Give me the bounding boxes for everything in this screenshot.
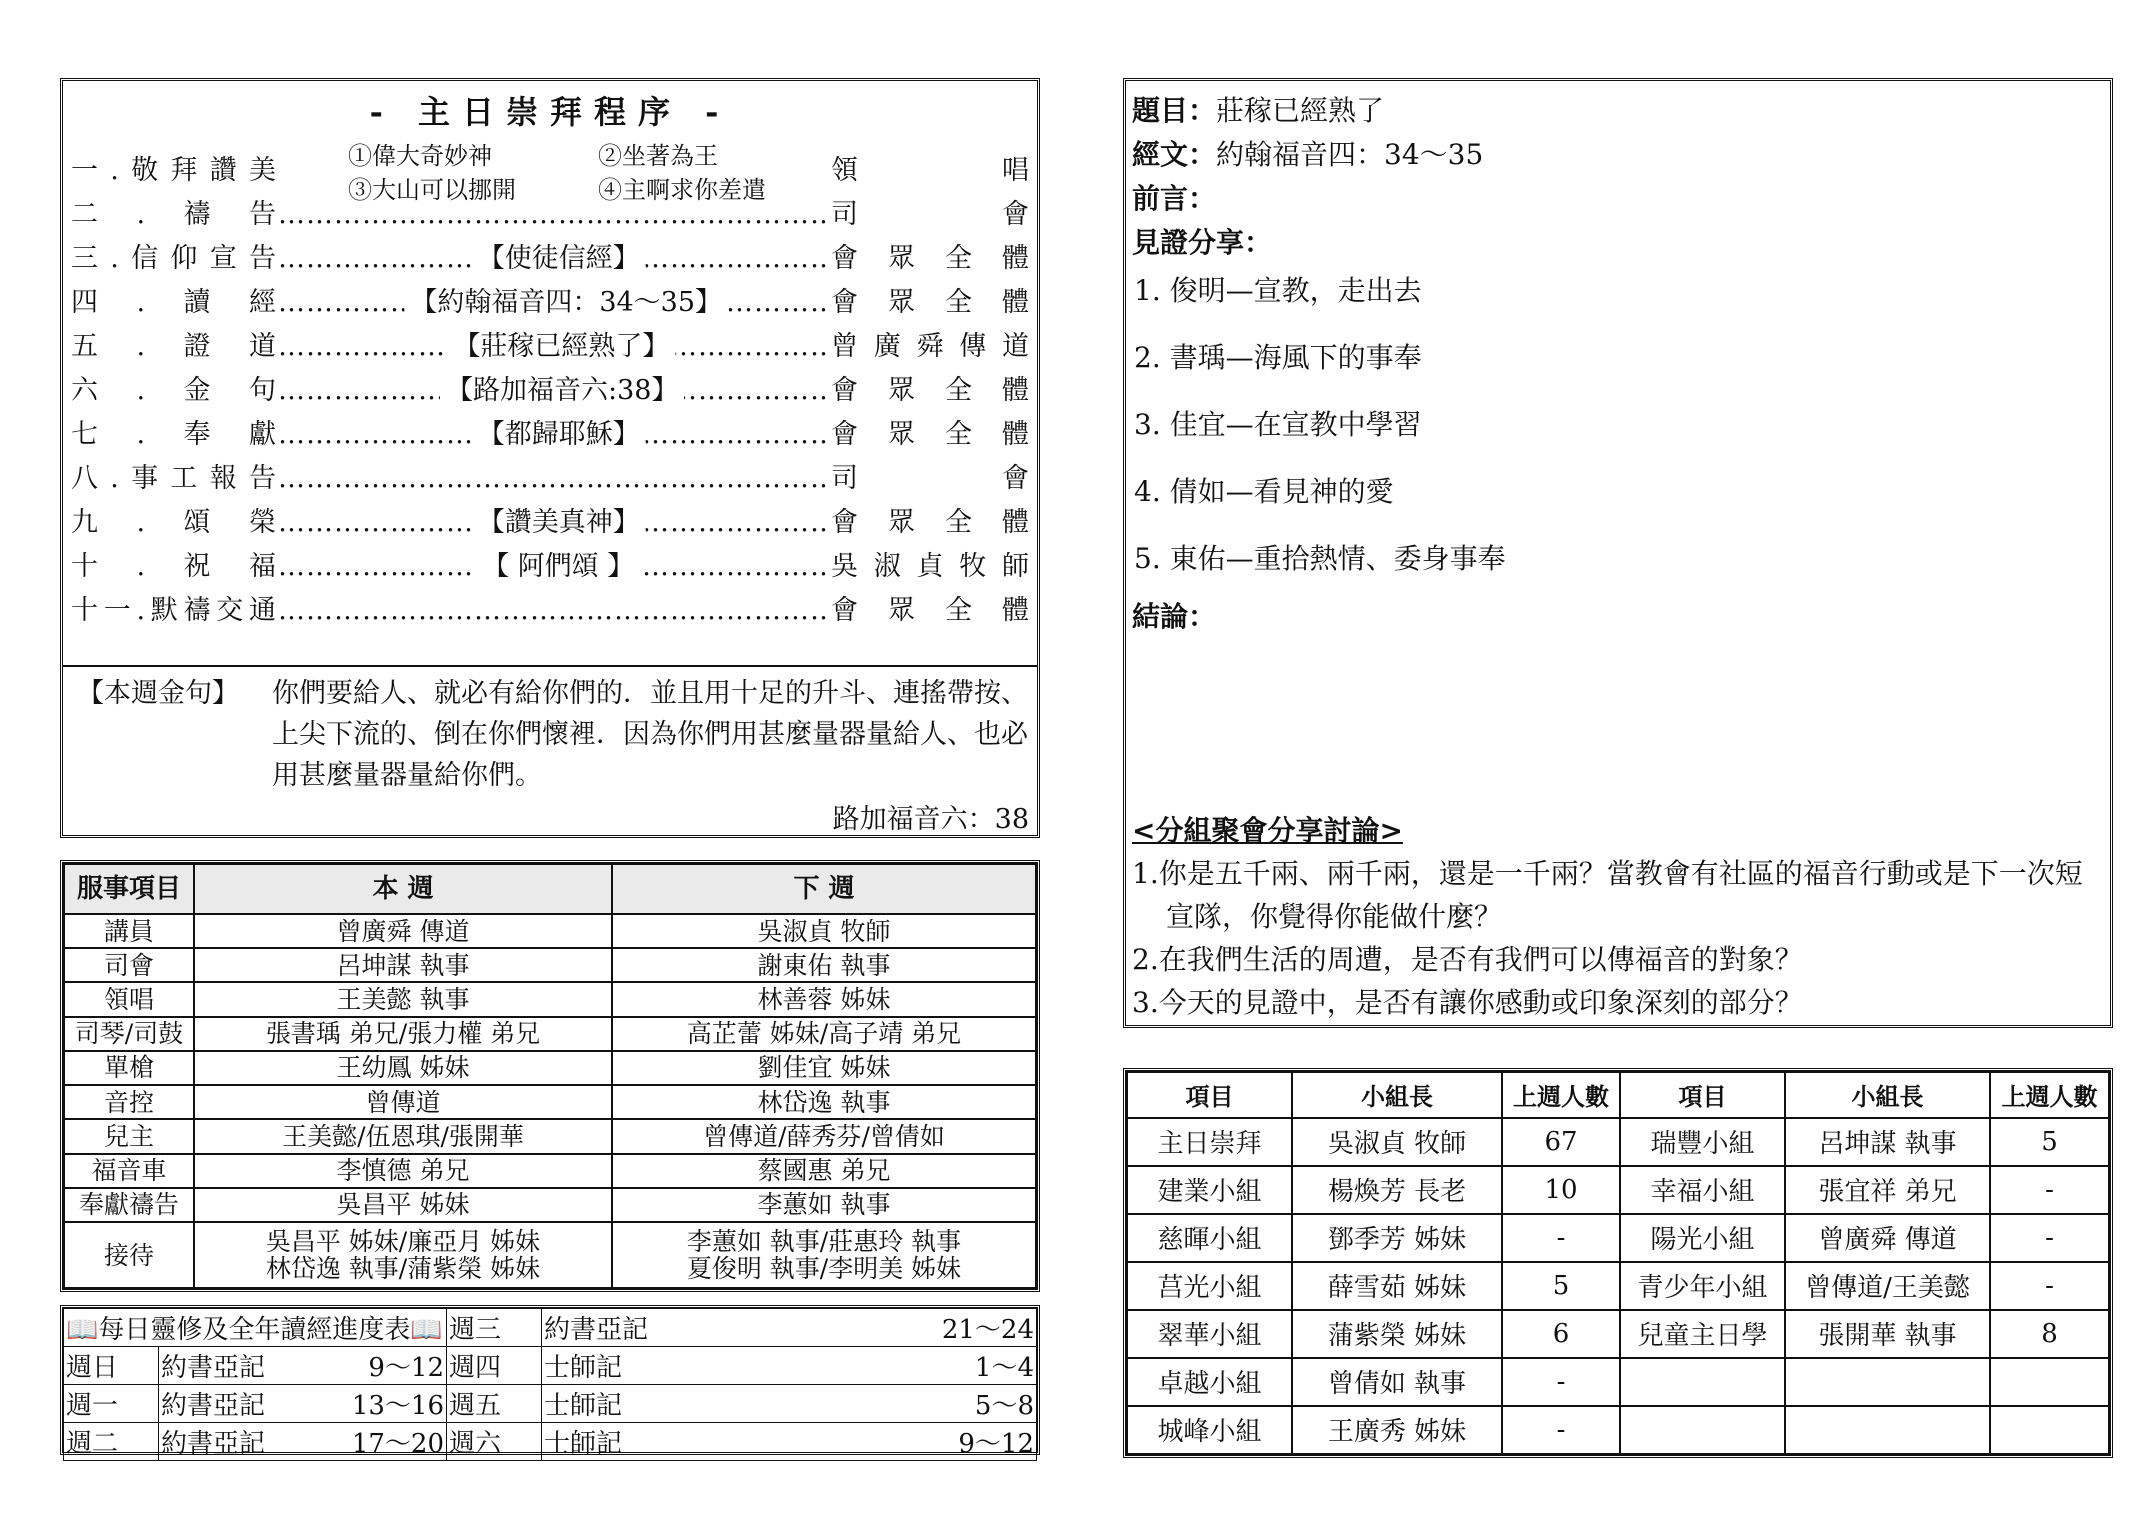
reading-book: 約書亞記: [161, 1353, 266, 1383]
testimony-item: 5. 東佑—重拾熱情、委身事奉: [1134, 542, 1506, 575]
service-roster-panel: [60, 860, 1040, 1292]
table-row: [64, 1051, 1036, 1085]
program-item-label: 十.祝福: [71, 551, 276, 582]
attendance: -: [1502, 1406, 1620, 1454]
program-row: [71, 193, 1029, 237]
program-row: [71, 501, 1029, 545]
attendance: -: [1990, 1214, 2109, 1262]
group-leader: 王廣秀 姊妹: [1292, 1406, 1502, 1454]
discussion-question: 1.你是五千兩、兩千兩，還是一千兩？當教會有社區的福音行動或是下一次短宣隊，你覺得你能做什麼？: [1132, 857, 2083, 933]
program-row: [71, 325, 1029, 369]
discussion-question: 2.在我們生活的周遭，是否有我們可以傳福音的對象？: [1132, 943, 1803, 976]
reading-day: 週六: [447, 1423, 542, 1461]
reading-plan-table: [63, 1308, 1037, 1461]
program-item-title: 【路加福音六:38】: [440, 369, 684, 413]
column-header: 項目: [1620, 1072, 1785, 1118]
program-item-label: 十一.默禱交通: [71, 595, 276, 626]
leader-dots: [278, 193, 829, 237]
testimony-item: 3. 佳宜—在宣教中學習: [1134, 408, 1422, 441]
program-item-person: 會眾全體: [831, 287, 1029, 318]
reading-passage: [542, 1385, 1037, 1423]
program-item-person: 會眾全體: [831, 595, 1029, 626]
testimony-label: 見證分享：: [1132, 226, 1273, 259]
program-item-label: 七.奉獻: [71, 419, 276, 450]
program-item-label: 六.金句: [71, 375, 276, 406]
this-week-cell: 李慎德 弟兄: [194, 1154, 612, 1188]
next-week-cell: 謝東佑 執事: [612, 948, 1036, 982]
program-item-title: 【都歸耶穌】: [472, 413, 646, 457]
reading-passage: [542, 1423, 1037, 1461]
reading-book: 約書亞記: [544, 1315, 649, 1345]
attendance: [1990, 1358, 2109, 1406]
table-header-row: [1127, 1072, 2109, 1118]
scripture-label: 經文：: [1132, 138, 1217, 171]
reading-passage: [159, 1347, 447, 1385]
table-header-row: [64, 864, 1036, 914]
group-leader: 張宜祥 弟兄: [1785, 1166, 1990, 1214]
program-item-person: 會眾全體: [831, 375, 1029, 406]
attendance: 67: [1502, 1118, 1620, 1166]
sermon-title-line: [1132, 91, 1384, 131]
discussion-question: 3.今天的見證中，是否有讓你感動或印象深刻的部分？: [1132, 986, 1803, 1019]
sermon-notes-panel: [1123, 78, 2113, 1028]
table-row: [64, 1085, 1036, 1119]
this-week-cell: 王幼鳳 姊妹: [194, 1051, 612, 1085]
hymn-item: ①偉大奇妙神: [348, 142, 492, 170]
next-week-cell: 林善蓉 姊妹: [612, 982, 1036, 1016]
order-of-service-panel: [60, 78, 1040, 838]
role-cell: 領唱: [64, 982, 194, 1016]
program-item-person: 會眾全體: [831, 243, 1029, 274]
group-leader: 蒲紫榮 姊妹: [1292, 1310, 1502, 1358]
program-row: [71, 457, 1029, 501]
program-row: [71, 149, 1029, 193]
program-item-title: 【莊稼已經熟了】: [447, 325, 675, 369]
program-item-title: 【 阿們頌 】: [476, 545, 640, 589]
testimony-item: 4. 倩如—看見神的愛: [1134, 475, 1394, 508]
table-row: [64, 1119, 1036, 1153]
column-header: 下 週: [612, 864, 1036, 914]
reading-day: 週一: [64, 1385, 159, 1423]
program-row: [71, 545, 1029, 589]
discussion-section: [1132, 809, 2104, 1024]
reading-day: 週日: [64, 1347, 159, 1385]
program-row: [71, 281, 1029, 325]
reading-plan-panel: [60, 1305, 1040, 1459]
table-row: [64, 1017, 1036, 1051]
group-name: [1620, 1358, 1785, 1406]
attendance: 6: [1502, 1310, 1620, 1358]
next-week-cell: 蔡國惠 弟兄: [612, 1154, 1036, 1188]
table-row: [64, 1154, 1036, 1188]
table-row: [1127, 1262, 2109, 1310]
group-name: 建業小組: [1127, 1166, 1292, 1214]
program-row: [71, 413, 1029, 457]
group-name: 慈暉小組: [1127, 1214, 1292, 1262]
this-week-cell: 張書瑀 弟兄/張力權 弟兄: [194, 1017, 612, 1051]
leader-dots: [278, 457, 829, 501]
attendance: 5: [1990, 1118, 2109, 1166]
attendance: 10: [1502, 1166, 1620, 1214]
testimony-heading: [1132, 223, 1272, 263]
column-header: 項目: [1127, 1072, 1292, 1118]
reading-plan-title: 📖每日靈修及全年讀經進度表📖: [64, 1309, 447, 1347]
reading-day: 週五: [447, 1385, 542, 1423]
reading-passage: [542, 1347, 1037, 1385]
next-week-cell: 高芷蕾 姊妹/高子靖 弟兄: [612, 1017, 1036, 1051]
conclusion-line: [1132, 597, 1216, 637]
program-item-person: 司會: [831, 463, 1029, 494]
golden-verse-label: 【本週金句】: [77, 678, 239, 709]
role-cell: 司琴/司鼓: [64, 1017, 194, 1051]
program-item-label: 一.敬拜讚美: [71, 155, 276, 186]
this-week-cell: 曾傳道: [194, 1085, 612, 1119]
program-item-label: 二.禱告: [71, 199, 276, 230]
program-row: [71, 589, 1029, 633]
table-row: [64, 1222, 1036, 1288]
attendance: -: [1990, 1166, 2109, 1214]
reading-book: 士師記: [544, 1391, 623, 1421]
column-header: 上週人數: [1502, 1072, 1620, 1118]
reading-range: 9～12: [958, 1429, 1034, 1459]
reading-day: 週四: [447, 1347, 542, 1385]
reading-day: 週二: [64, 1423, 159, 1461]
intro-line: [1132, 179, 1216, 219]
small-groups-table: [1126, 1071, 2110, 1455]
service-roster-table: [63, 863, 1037, 1289]
this-week-cell: 吳昌平 姊妹: [194, 1188, 612, 1222]
next-week-cell: 劉佳宜 姊妹: [612, 1051, 1036, 1085]
role-cell: 司會: [64, 948, 194, 982]
role-cell: 兒主: [64, 1119, 194, 1153]
conclusion-label: 結論：: [1132, 600, 1217, 633]
group-name: [1620, 1406, 1785, 1454]
this-week-cell: 王美懿/伍恩琪/張開華: [194, 1119, 612, 1153]
role-cell: 接待: [64, 1222, 194, 1288]
program-item-person: 司會: [831, 199, 1029, 230]
program-item-label: 四.讀經: [71, 287, 276, 318]
divider: [63, 665, 1037, 667]
group-name: 卓越小組: [1127, 1358, 1292, 1406]
next-week-cell: 曾傳道/薛秀芬/曾倩如: [612, 1119, 1036, 1153]
reading-passage: [159, 1423, 447, 1461]
reading-book: 約書亞記: [161, 1391, 266, 1421]
discussion-header: <分組聚會分享討論>: [1132, 814, 1403, 847]
reading-range: 17～20: [351, 1429, 444, 1459]
column-header: 服事項目: [64, 864, 194, 914]
next-week-cell: 林岱逸 執事: [612, 1085, 1036, 1119]
reading-range: 5～8: [974, 1391, 1034, 1421]
group-leader: [1785, 1406, 1990, 1454]
table-row: [64, 1347, 1037, 1385]
reading-range: 21～24: [941, 1315, 1034, 1345]
column-header: 上週人數: [1990, 1072, 2109, 1118]
table-row: [64, 1309, 1037, 1347]
program-row: [71, 369, 1029, 413]
sermon-title: 莊稼已經熟了: [1216, 94, 1385, 127]
column-header: 小組長: [1785, 1072, 1990, 1118]
reading-passage: [159, 1385, 447, 1423]
role-cell: 奉獻禱告: [64, 1188, 194, 1222]
program-title: - 主日崇拜程序 -: [369, 93, 731, 131]
group-name: 青少年小組: [1620, 1262, 1785, 1310]
intro-label: 前言：: [1132, 182, 1217, 215]
program-item-title: 【約翰福音四：34～35】: [404, 281, 728, 325]
attendance: -: [1502, 1214, 1620, 1262]
next-week-cell: 吳淑貞 牧師: [612, 914, 1036, 948]
group-name: 幸福小組: [1620, 1166, 1785, 1214]
program-item-label: 九.頌榮: [71, 507, 276, 538]
golden-verse-text: 你們要給人、就必有給你們的．並且用十足的升斗、連搖帶按、上尖下流的、倒在你們懷裡．因為你們用甚麼量器量給人、也必用甚麼量器量給你們。: [272, 678, 1028, 791]
table-row: [1127, 1310, 2109, 1358]
role-cell: 福音車: [64, 1154, 194, 1188]
hymn-item: ②坐著為王: [598, 142, 718, 170]
column-header: 小組長: [1292, 1072, 1502, 1118]
program-item-title: 【使徒信經】: [472, 237, 646, 281]
group-leader: [1785, 1358, 1990, 1406]
reading-day: [447, 1309, 542, 1347]
scripture-line: [1132, 135, 1483, 175]
group-leader: 吳淑貞 牧師: [1292, 1118, 1502, 1166]
role-cell: 講員: [64, 914, 194, 948]
group-name: 莒光小組: [1127, 1262, 1292, 1310]
table-row: [64, 1188, 1036, 1222]
group-leader: 曾倩如 執事: [1292, 1358, 1502, 1406]
attendance: 8: [1990, 1310, 2109, 1358]
group-name: 陽光小組: [1620, 1214, 1785, 1262]
hymn-item: ③大山可以挪開: [348, 176, 516, 204]
group-leader: 鄧季芳 姊妹: [1292, 1214, 1502, 1262]
group-leader: 張開華 執事: [1785, 1310, 1990, 1358]
leader-dots: [278, 589, 829, 633]
reading-day-text: 週三: [449, 1315, 502, 1345]
program-item-person: 領唱: [831, 155, 1029, 186]
group-name: 翠華小組: [1127, 1310, 1292, 1358]
reading-passage: [542, 1309, 1037, 1347]
program-item-person: 吳淑貞牧師: [831, 551, 1029, 582]
group-name: 瑞豐小組: [1620, 1118, 1785, 1166]
role-cell: 單槍: [64, 1051, 194, 1085]
table-row: [1127, 1166, 2109, 1214]
reading-range: 13～16: [351, 1391, 444, 1421]
program-item-label: 八.事工報告: [71, 463, 276, 494]
program-item-person: 會眾全體: [831, 419, 1029, 450]
testimony-item: 1. 俊明—宣教，走出去: [1134, 274, 1422, 307]
program-row: [71, 237, 1029, 281]
table-row: [1127, 1406, 2109, 1454]
group-name: 兒童主日學: [1620, 1310, 1785, 1358]
small-groups-panel: [1123, 1068, 2113, 1458]
attendance: [1990, 1406, 2109, 1454]
table-row: [64, 948, 1036, 982]
group-leader: 曾傳道/王美懿: [1785, 1262, 1990, 1310]
this-week-cell: 王美懿 執事: [194, 982, 612, 1016]
reading-range: 1～4: [974, 1353, 1034, 1383]
group-leader: 薛雪茹 姊妹: [1292, 1262, 1502, 1310]
table-row: [1127, 1118, 2109, 1166]
group-leader: 呂坤謀 執事: [1785, 1118, 1990, 1166]
hymn-item: ④主啊求你差遣: [598, 176, 766, 204]
table-row: [64, 1385, 1037, 1423]
table-row: [1127, 1358, 2109, 1406]
reading-range: 9～12: [368, 1353, 444, 1383]
this-week-cell: 呂坤謀 執事: [194, 948, 612, 982]
golden-verse-reference: 路加福音六：38: [832, 804, 1029, 835]
reading-book: 約書亞記: [161, 1429, 266, 1459]
group-name: 主日崇拜: [1127, 1118, 1292, 1166]
this-week-cell: 吳昌平 姊妹/廉亞月 姊妹 林岱逸 執事/蒲紫榮 姊妹: [194, 1222, 612, 1288]
this-week-cell: 曾廣舜 傳道: [194, 914, 612, 948]
table-row: [64, 982, 1036, 1016]
scripture-text: 約翰福音四：34～35: [1216, 138, 1484, 171]
reading-book: 士師記: [544, 1353, 623, 1383]
table-row: [1127, 1214, 2109, 1262]
sermon-title-label: 題目：: [1132, 94, 1217, 127]
testimony-item: 2. 書瑀—海風下的事奉: [1134, 341, 1422, 374]
column-header: 本 週: [194, 864, 612, 914]
program-item-label: 五.證道: [71, 331, 276, 362]
program-item-person: 會眾全體: [831, 507, 1029, 538]
next-week-cell: 李蕙如 執事: [612, 1188, 1036, 1222]
attendance: -: [1990, 1262, 2109, 1310]
group-name: 城峰小組: [1127, 1406, 1292, 1454]
role-cell: 音控: [64, 1085, 194, 1119]
attendance: -: [1502, 1358, 1620, 1406]
attendance: 5: [1502, 1262, 1620, 1310]
table-row: [64, 914, 1036, 948]
group-leader: 曾廣舜 傳道: [1785, 1214, 1990, 1262]
group-leader: 楊煥芳 長老: [1292, 1166, 1502, 1214]
next-week-cell: 李蕙如 執事/莊惠玲 執事 夏俊明 執事/李明美 姊妹: [612, 1222, 1036, 1288]
program-item-person: 曾廣舜傳道: [831, 331, 1029, 362]
program-item-label: 三.信仰宣告: [71, 243, 276, 274]
table-row: [64, 1423, 1037, 1461]
reading-book: 士師記: [544, 1429, 623, 1459]
program-item-title: 【讚美真神】: [472, 501, 646, 545]
